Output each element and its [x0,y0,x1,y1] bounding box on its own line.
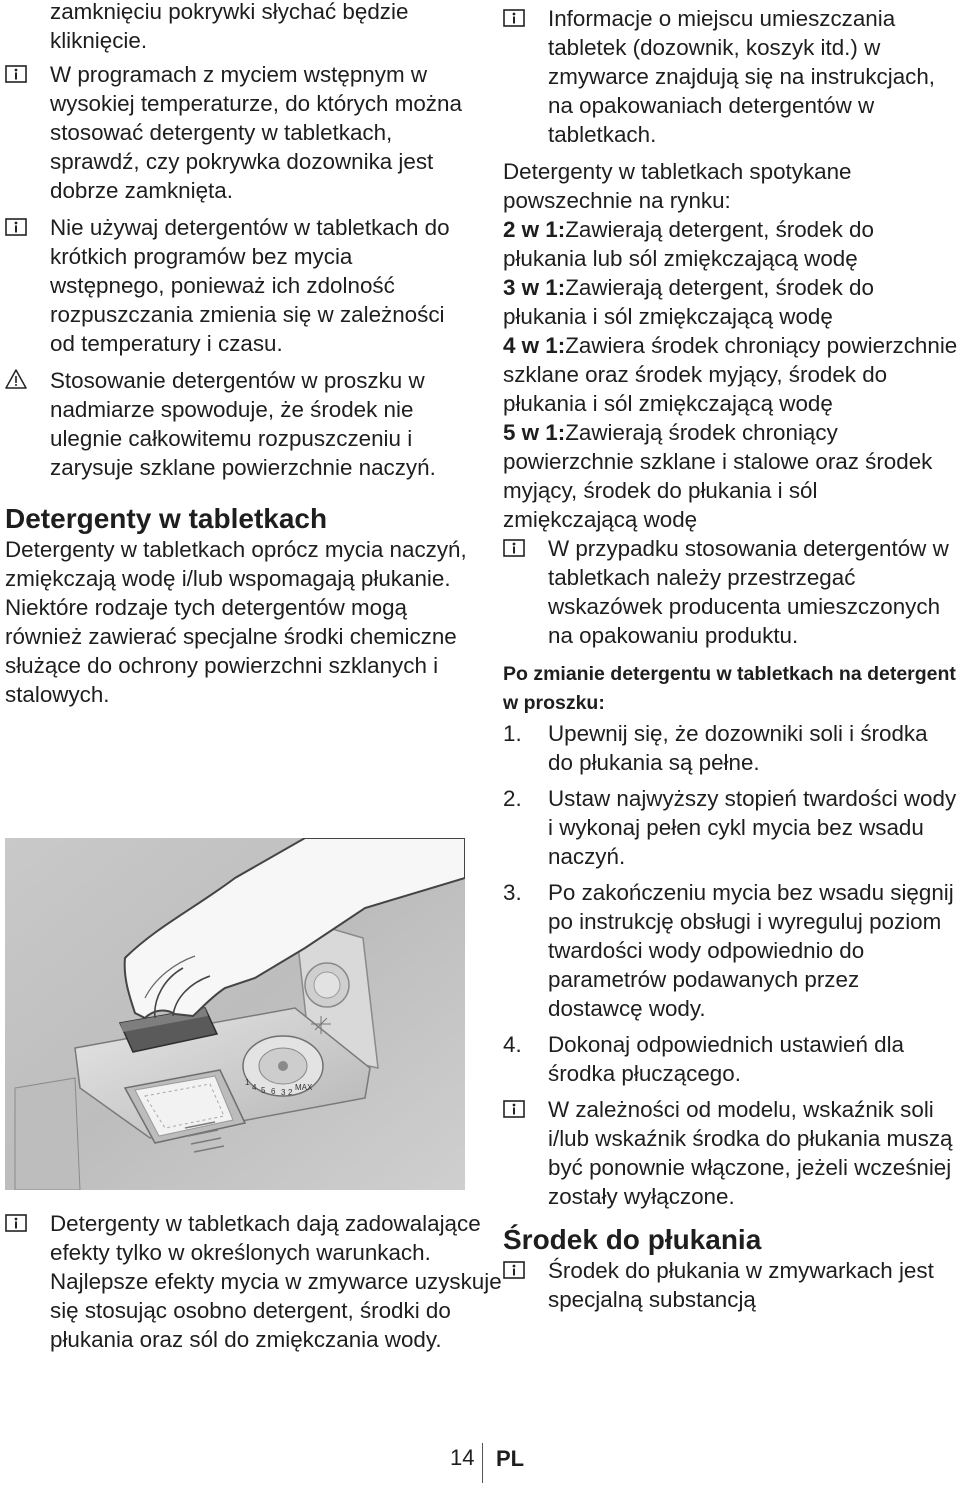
info-icon [503,539,525,557]
note-prewash [5,60,470,205]
note-text: W zależności od modelu, wskaźnik soli i/lub wskaźnik środka do płukania muszą być ponownie włączone, jeżeli wcześniej zostały wyłączone. [548,1097,953,1209]
continued-text: zamknięciu pokrywki słychać będzie kliknięcie. [50,0,409,53]
dial-mark: 2 [288,1088,293,1097]
footer-divider [482,1443,483,1483]
list-item: 2. Ustaw najwyższy stopień twardości wody i wykonaj pełen cykl mycia bez wsadu naczyń. [503,786,957,869]
section-title: Detergenty w tabletkach [5,503,328,534]
info-icon [5,218,27,236]
dial-mark: MAX [295,1083,313,1092]
note-text: W programach z myciem wstępnym w wysokiej temperaturze, do których można stosować detergenty w tabletkach, sprawdź, czy pokrywka dozownika jest dobrze zamknięta. [50,62,462,203]
type-2in1: 2 w 1:Zawierają detergent, środek do płukania lub sól zmiękczającą wodę [503,217,874,271]
language-code: PL [496,1446,525,1471]
note-text: Informacje o miejscu umieszczania tabletek (dozownik, koszyk itd.) w zmywarce znajdują się na instrukcjach, na opakowaniach detergentów w tabletkach. [548,6,936,147]
list-item: 4. Dokonaj odpowiednich ustawień dla środka płuczącego. [503,1032,904,1086]
info-icon [503,1100,525,1118]
warning-text: Stosowanie detergentów w proszku w nadmiarze spowoduje, że środek nie ulegnie całkowitemu rozpuszczeniu i zarysuje szklane powierzchnie naczyń. [50,368,436,480]
note-conditions [5,1209,515,1354]
note-placement [503,4,958,149]
section-body: Detergenty w tabletkach oprócz mycia naczyń, zmiękczają wodę i/lub wspomagają płukanie. Niektóre rodzaje tych detergentów mogą również zawierać specjalne środki chemiczne służące do ochrony powierzchni szklanych i stalowych. [5,537,467,707]
note-text: Detergenty w tabletkach dają zadowalające efekty tylko w określonych warunkach. Najlepsze efekty mycia w zmywarce uzyskuje się stosując osobno detergent, środki do płukania oraz sól do zmiękczania wody. [50,1211,502,1352]
info-icon [503,9,525,27]
types-intro: Detergenty w tabletkach spotykane powszechnie na rynku: [503,159,852,213]
dial-mark: 5 [261,1086,266,1095]
note-follow [503,534,958,650]
dispenser-illustration [5,838,465,1190]
warning-powder [5,366,470,482]
note-text: Nie używaj detergentów w tabletkach do krótkich programów bez mycia wstępnego, ponieważ ich zdolność rozpuszczania zmienia się w zależności od temperatury i czasu. [50,215,450,356]
note-text: W przypadku stosowania detergentów w tabletkach należy przestrzegać wskazówek producenta umieszczonych na opakowaniu produktu. [548,536,949,648]
tablet-types [503,157,958,534]
info-icon [5,65,27,83]
note-rinse [503,1256,958,1314]
info-icon [5,1214,27,1232]
dial-mark: 3 [281,1088,286,1097]
rinse-title: Środek do płukania [503,1224,762,1255]
page-number: 14 [450,1445,475,1470]
type-5in1: 5 w 1:Zawierają środek chroniący powierzchnie szklane i stalowe oraz środek myjący, środek do płukania i sól zmiękczającą wodę [503,420,933,532]
info-icon [503,1261,525,1279]
dial-mark: 1 [245,1078,250,1087]
list-item: 1. Upewnij się, że dozowniki soli i środka do płukania są pełne. [503,721,928,775]
steps-list [503,719,958,1088]
list-item: 3. Po zakończeniu mycia bez wsadu sięgnij po instrukcję obsługi i wyreguluj poziom twardości wody odpowiednio do parametrów podawanych przez dostawcę wody. [503,880,954,1021]
right-column [503,0,958,1314]
dial-mark: 6 [271,1087,276,1096]
note-short-programs [5,213,470,358]
switch-heading: Po zmianie detergentu w tabletkach na detergent w proszku: [503,663,956,714]
type-3in1: 3 w 1:Zawierają detergent, środek do płukania i sól zmiękczającą wodę [503,275,874,329]
note-text: Środek do płukania w zmywarkach jest specjalną substancją [548,1258,934,1312]
dial-mark: 4 [252,1083,257,1092]
warning-icon [5,369,27,387]
note-indicators [503,1095,958,1211]
type-4in1: 4 w 1:Zawiera środek chroniący powierzchnie szklane oraz środek myjący, środek do płukania i sól zmiękczającą wodę [503,333,958,416]
